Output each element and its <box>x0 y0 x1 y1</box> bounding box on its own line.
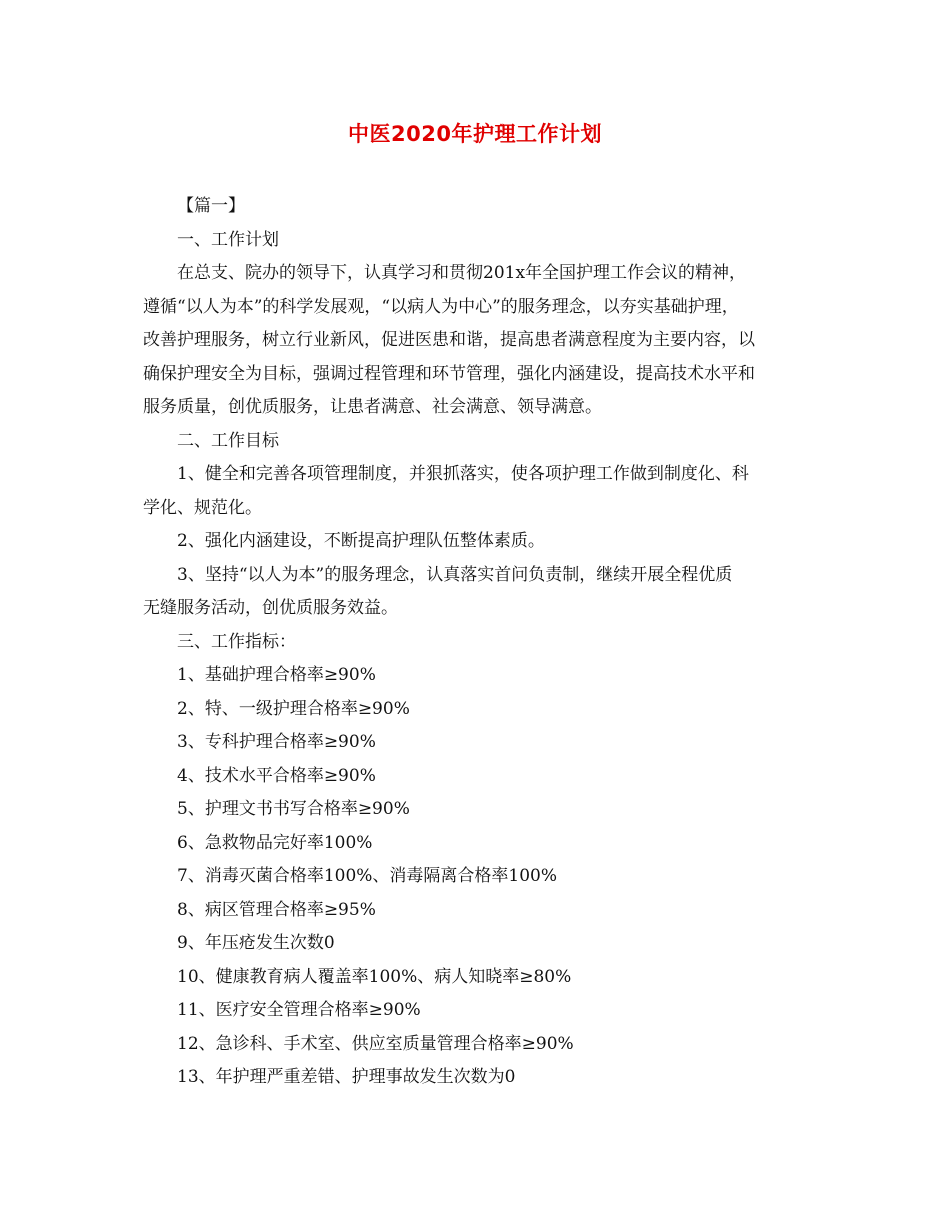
goal-line: 无缝服务活动，创优质服务效益。 <box>143 598 398 618</box>
goal-line: 1、健全和完善各项管理制度，并狠抓落实，使各项护理工作做到制度化、科 <box>177 464 749 484</box>
indicator-item: 7、消毒灭菌合格率100%、消毒隔离合格率100% <box>177 866 558 886</box>
goal-line: 学化、规范化。 <box>143 497 262 518</box>
indicator-item: 4、技术水平合格率≥90% <box>177 765 376 786</box>
indicator-item: 5、护理文书书写合格率≥90% <box>177 799 410 819</box>
indicator-item: 13、年护理严重差错、护理事故发生次数为0 <box>177 1067 516 1087</box>
paragraph-line: 服务质量，创优质服务，让患者满意、社会满意、领导满意。 <box>143 397 602 417</box>
goal-line: 2、强化内涵建设，不断提高护理队伍整体素质。 <box>177 531 545 551</box>
indicator-item: 6、急救物品完好率100% <box>177 832 373 853</box>
section-label: 【篇一】 <box>177 196 245 216</box>
indicator-item: 2、特、一级护理合格率≥90% <box>177 698 410 719</box>
indicator-item: 3、专科护理合格率≥90% <box>177 732 376 752</box>
indicator-item: 1、基础护理合格率≥90% <box>177 665 376 685</box>
document-title: 中医2020年护理工作计划 <box>348 122 602 146</box>
heading-work-plan: 一、工作计划 <box>177 229 279 250</box>
goal-line: 3、坚持“以人为本”的服务理念，认真落实首问负责制，继续开展全程优质 <box>177 564 733 585</box>
paragraph-line: 确保护理安全为目标，强调过程管理和环节管理，强化内涵建设，提高技术水平和 <box>143 363 755 384</box>
indicator-item: 10、健康教育病人覆盖率100%、病人知晓率≥80% <box>177 966 572 987</box>
document-body <box>143 190 833 1095</box>
indicator-item: 11、医疗安全管理合格率≥90% <box>177 1000 421 1020</box>
heading-work-goals: 二、工作目标 <box>177 430 279 451</box>
paragraph-line: 在总支、院办的领导下，认真学习和贯彻201x年全国护理工作会议的精神， <box>177 263 747 283</box>
heading-work-indicators: 三、工作指标： <box>177 631 296 652</box>
indicator-item: 9、年压疮发生次数0 <box>177 933 335 953</box>
indicator-item: 8、病区管理合格率≥95% <box>177 899 376 920</box>
paragraph-line: 遵循“以人为本”的科学发展观，“以病人为中心”的服务理念，以夯实基础护理， <box>143 296 739 317</box>
indicator-item: 12、急诊科、手术室、供应室质量管理合格率≥90% <box>177 1033 574 1054</box>
paragraph-line: 改善护理服务，树立行业新风，促进医患和谐，提高患者满意程度为主要内容，以 <box>143 330 755 350</box>
